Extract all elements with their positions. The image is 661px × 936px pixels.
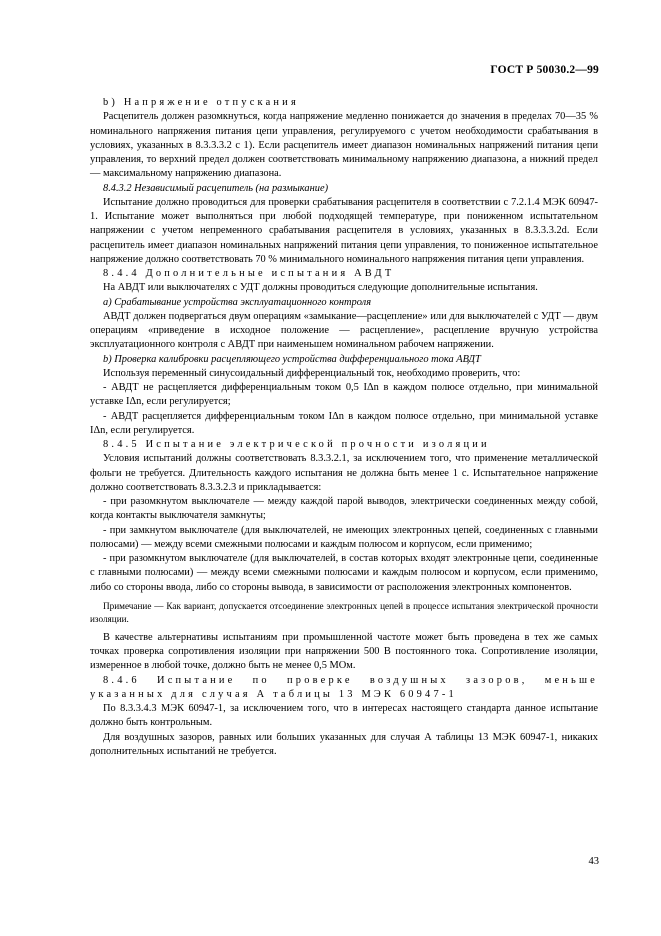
section-heading: 8.4.4 Дополнительные испытания АВДТ [103, 268, 395, 279]
list-item: - при замкнутом выключателе (для выключателей, не имеющих электронных цепей, соединенных с главными полюсами) — между всеми смежными полюсами и каждым полюсом и корпусом, если применимо; [90, 524, 598, 550]
list-item: - АВДТ расцепляется дифференциальным током IΔn в каждом полюсе отдельно, при минимальной уставке IΔn, если регулируется. [90, 410, 598, 436]
paragraph: На АВДТ или выключателях с УДТ должны проводиться следующие дополнительные испытания. [103, 282, 538, 294]
paragraph: По 8.3.3.4.3 МЭК 60947-1, за исключением того, что в интересах настоящего стандарта данное испытание должно быть контрольным. [90, 703, 598, 729]
paragraph: Испытание должно проводиться для проверки срабатывания расцепителя в соответствии с 7.2.1.4 МЭК 60947-1. Испытание может выполняться при любой подходящей температуре, при пониженном испытательном напряжении с учетом непременного срабатывания расцепителя в условиях, указанных в 8.3.3.3.2d. Если расцепитель имеет диапазон номинальных напряжений питания цепи управления, то пониженное испытательное напряжение должно соответствовать 70 % минимального номинального напряжения питания цепи управления. [90, 196, 598, 265]
section-heading: 8.4.6 Испытание по проверке воздушных зазоров, меньше указанных для случая А таблицы 13 МЭК 60947-1 [90, 674, 598, 700]
subsection-heading: 8.4.3.2 Независимый расцепитель (на размыкание) [103, 182, 329, 194]
list-item: - при разомкнутом выключателе (для выключателей, в состав которых входят электронные цепи, соединенные с главными полюсами) — между всеми смежными полюсами и каждым полюсом и корпусом, если применимо, либо со стороны ввода, либо со стороны вывода, в зависимости от расположения электронных компонентов. [90, 553, 598, 593]
paragraph: АВДТ должен подвергаться двум операциям «замыкание—расцепление» или для выключателей с УДТ — двум операциям «приведение в исходное положение — расцепление», расцепление вручную устройства эксплуатационного контроля с АВДТ при наименьшем номинальном рабочем напряжении. [90, 310, 598, 351]
list-item: - АВДТ не расцепляется дифференциальным током 0,5 IΔn в каждом полюсе отдельно, при минимальной уставке IΔn, если регулируется; [90, 382, 598, 408]
paragraph: Для воздушных зазоров, равных или больших указанных для случая А таблицы 13 МЭК 60947-1, никаких дополнительных испытаний не требуется. [90, 731, 598, 757]
paragraph: b) Напряжение отпускания [103, 97, 299, 108]
paragraph: В качестве альтернативы испытаниям при промышленной частоте может быть проведена в тех же самых точках проверка сопротивления изоляции при напряжении 500 В постоянного тока. Сопротивление изоляции, измеренное в любой точке, должно быть не менее 0,5 МОм. [90, 631, 598, 672]
section-heading: 8.4.5 Испытание электрической прочности изоляции [103, 439, 490, 450]
document-body [90, 96, 598, 759]
page-number: 43 [588, 856, 599, 867]
paragraph: Условия испытаний должны соответствовать 8.3.3.2.1, за исключением того, что применение металлической фольги не требуется. Длительность каждого испытания не должна быть менее 1 с. Испытательное напряжение должно соответствовать 8.3.3.2.3 и прикладывается: [90, 453, 598, 493]
paragraph: Используя переменный синусоидальный дифференциальный ток, необходимо проверить, что: [103, 367, 521, 379]
subsection-heading: а) Срабатывание устройства эксплуатационного контроля [103, 296, 372, 308]
subsection-heading: b) Проверка калибровки расцепляющего устройства дифференциального тока АВДТ [103, 353, 481, 365]
paragraph: Расцепитель должен разомкнуться, когда напряжение медленно понижается до значения в пределах 70—35 % номинального напряжения питания цепи управления, регулируемого с учетом необходимости срабатывания в условиях, указанных в 8.3.3.3.2 с 1). Если расцепитель имеет диапазон номинальных напряжений питания цепи управления, то верхний предел должен соответствовать минимальному напряжению диапазона, а нижний предел — максимальному напряжению диапазона. [90, 111, 598, 180]
note: Примечание — Как вариант, допускается отсоединение электронных цепей в процессе испытания электрической прочности изоляции. [90, 600, 598, 624]
standard-header: ГОСТ Р 50030.2—99 [490, 64, 599, 76]
list-item: - при разомкнутом выключателе — между каждой парой выводов, электрически соединенных между собой, когда контакты выключателя замкнуты; [90, 496, 598, 522]
